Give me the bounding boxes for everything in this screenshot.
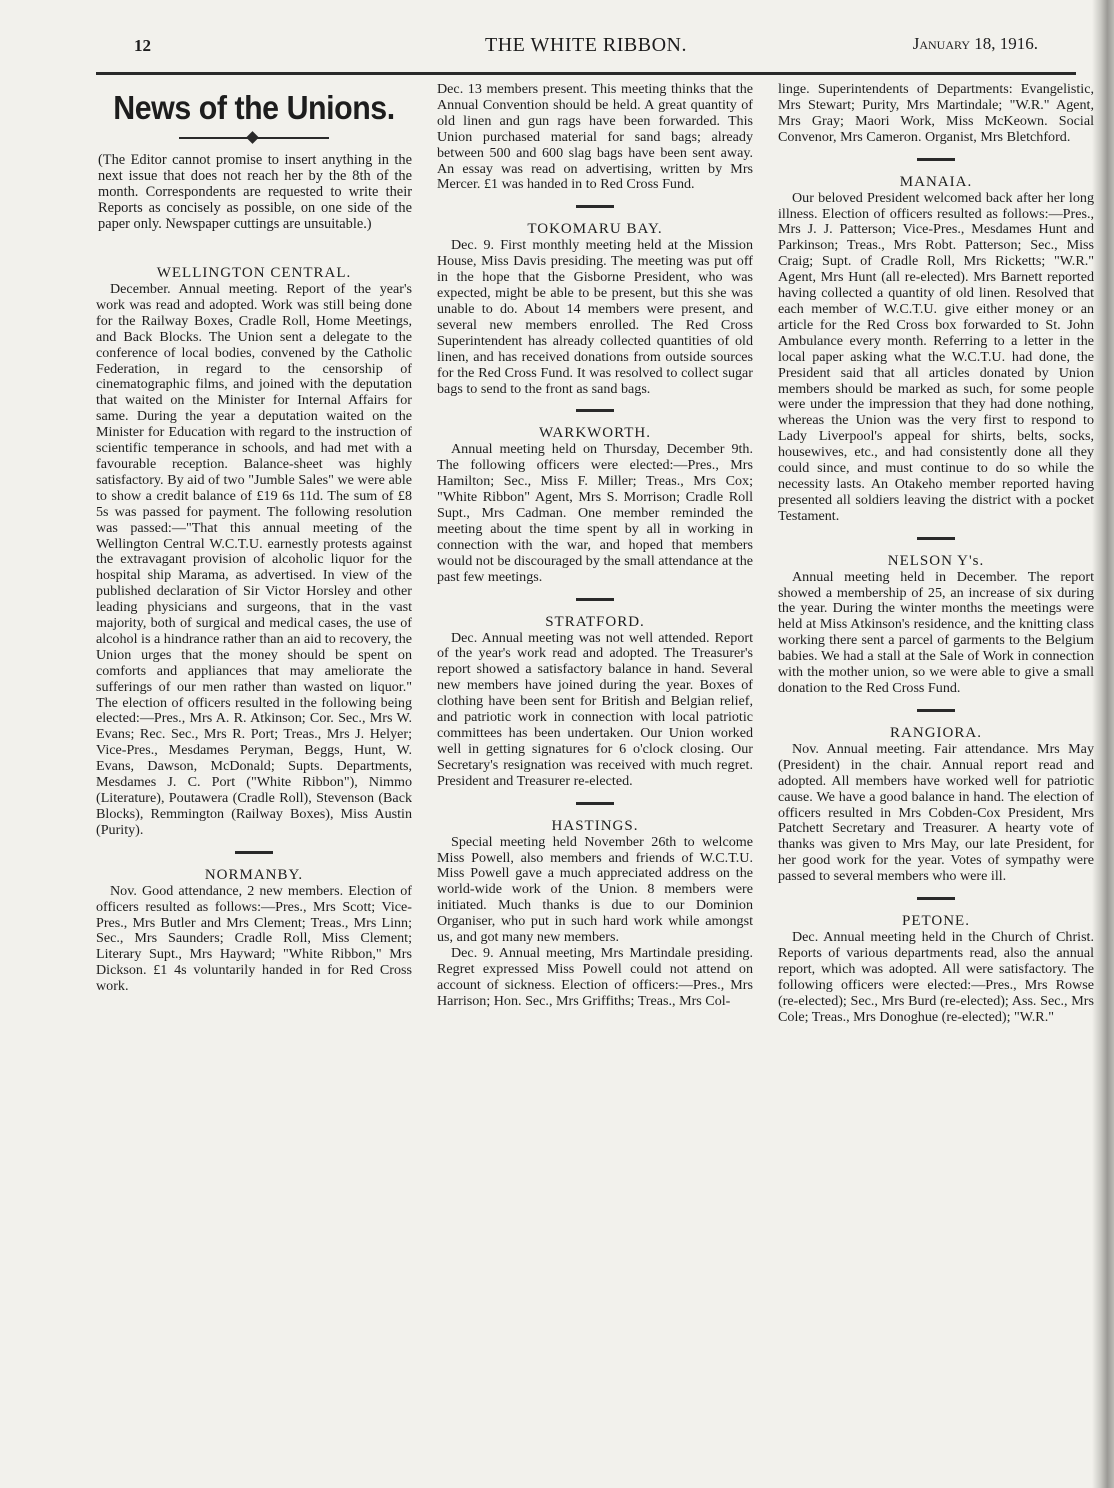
report-continuation: Dec. 13 members present. This meeting thinks that the Annual Convention should be held. A great quantity of old linen and gun rags have been forwarded. This Union purchased material for sand bags; already between 500 and 600 slag bags have been sent away. An essay was read on advertising, written by Mrs Mercer. £1 was handed in to Red Cross Fund. <box>437 82 753 193</box>
page-number: 12 <box>134 36 151 55</box>
report-body: Special meeting held November 26th to welcome Miss Powell, also members and friends of W.C.T.U. Miss Powell gave a much appreciated address on the world-wide work of the Union. 8 members were initiated. Much thanks is due to our Dominion Organiser, who put in such hard work while amongst us, and got many new members. <box>437 833 753 946</box>
report-body: Nov. Annual meeting. Fair attendance. Mrs May (President) in the chair. Annual report read and adopted. All members have worked well for patriotic cause. We have a good balance in hand. The election of officers resulted in Mrs Cobden-Cox President, Mrs Patchett Secretary and Treasurer. A hearty vote of thanks was given to Mrs May, our late President, for her good work for the year. Votes of sympathy were passed to several members who were ill. <box>778 740 1094 885</box>
report-body: Dec. 9. First monthly meeting held at the Mission House, Miss Davis presiding. The meeting was put off in the hope that the Gisborne President, who was expected, might be able to be present, but this she was unable to do. About 14 members were present, and several new members enrolled. The Red Cross Superintendent has already collected quantities of old linen, and has received donations from outside sources for the Red Cross Fund. It was resolved to collect sugar bags to send to the front as sand bags. <box>437 237 753 397</box>
section-separator <box>576 205 614 208</box>
report-heading: TOKOMARU BAY. <box>527 221 663 238</box>
report-heading: MANAIA. <box>899 173 973 190</box>
report-continuation: linge. Superintendents of Departments: Evangelistic, Mrs Stewart; Purity, Mrs Martindale; "W.R." Agent, Mrs Gray; Maori Work, Miss McKeown. Social Convenor, Mrs Cameron. Organist, Mrs Bletchford. <box>778 82 1094 145</box>
section-separator <box>576 598 614 601</box>
report-warkworth <box>437 424 753 585</box>
report-heading: NELSON Y's. <box>887 552 985 569</box>
report-heading: STRATFORD. <box>545 613 645 630</box>
report-heading: NORMANBY. <box>204 866 304 883</box>
issue-date: January 18, 1916. <box>912 34 1038 53</box>
report-body: Dec. Annual meeting was not well attended. Report of the year's work read and adopted. The Treasurer's report showed a satisfactory balance in hand. Several new members have joined during the year. Boxes of clothing have been sent for British and Belgian relief, and patriotic work in connection with local patriotic committees has been undertaken. Our Union worked well in getting signatures for 6 o'clock closing. Our Secretary's resignation was received with much regret. President and Treasurer re-elected. <box>437 629 753 789</box>
section-separator <box>917 709 955 712</box>
report-stratford <box>437 613 753 790</box>
report-heading: HASTINGS. <box>551 817 639 834</box>
title-ornament <box>179 132 329 144</box>
report-normanby <box>96 866 412 995</box>
section-separator <box>576 802 614 805</box>
report-manaia <box>778 173 1094 525</box>
report-wellington-central <box>96 264 412 839</box>
editor-note: (The Editor cannot promise to insert anything in the next issue that does not reach her by the 8th of the month. Correspondents are requested to write their Reports as concisely as possible, on one side of the paper only. Newspaper cuttings are unsuitable.) <box>98 152 412 232</box>
section-title: News of the Unions. <box>113 89 395 126</box>
section-separator <box>235 851 273 854</box>
section-separator <box>576 409 614 412</box>
report-body: Dec. Annual meeting held in the Church of Christ. Reports of various departments read, also the annual report, which was adopted. All were satisfactory. The following officers were elected:—Pres., Mrs Rowse (re-elected); Sec., Mrs Burd (re-elected); Ass. Sec., Mrs Cole; Treas., Mrs Donoghue (re-elected); "W.R." <box>778 929 1094 1025</box>
report-hastings <box>437 817 753 1010</box>
column-1 <box>96 82 412 1472</box>
report-body: December. Annual meeting. Report of the year's work was read and adopted. Work was still being done for the Railway Boxes, Cradle Roll, Home Meetings, and Back Blocks. The Union sent a delegate to the conference of local bodies, convened by the Catholic Federation, in regard to the censorship of cinematographic films, and joined with the deputation that waited on the Minister for Internal Affairs for same. During the year a deputation waited on the Minister for Education with regard to the instruction of scientific temperance in schools, and had met with a favourable reception. Balance-sheet was highly satisfactory. By aid of two "Jumble Sales" we were able to show a credit balance of £19 6s 11d. The sum of £8 5s was passed for payment. The following resolution was passed:—"That this annual meeting of the Wellington Central W.C.T.U. earnestly protests against the extravagant provision of alcoholic liquor for the hospital ship Marama, as advertised. In view of the published declaration of Sir Victor Horsley and other leading physicians and surgeons, that in the vast majority, both of surgical and medical cases, the use of alcohol is a hindrance rather than an aid to recovery, the Union urges that the money should be spent on comforts and appliances that may ameliorate the sufferings of our men rather than wasted on liquor." The election of officers resulted in the following being elected:—Pres., Mrs A. R. Atkinson; Cor. Sec., Mrs W. Evans; Rec. Sec., Mrs R. Port; Treas., Mrs J. Helyer; Vice-Pres., Mesdames Peryman, Beggs, Hunt, W. Evans, Dawson, McDonald; Supts. Departments, Mesdames J. C. Port ("White Ribbon"), Nimmo (Literature), Poutawera (Cradle Roll), Stevenson (Back Blocks), Remmington (Railway Boxes), Miss Austin (Purity). <box>96 281 412 838</box>
report-nelson-ys <box>778 552 1094 697</box>
report-heading: RANGIORA. <box>890 724 982 741</box>
report-rangiora <box>778 724 1094 885</box>
header-rule <box>96 72 1076 75</box>
report-body: Annual meeting held in December. The report showed a membership of 25, an increase of six during the year. During the winter months the meetings were held at Miss Atkinson's residence, and the knitting class working there sent a parcel of garments to the Belgium babies. We had a stall at the Sale of Work in connection with the mother union, so we were able to give a small donation to the Red Cross Fund. <box>778 568 1094 696</box>
report-heading: WARKWORTH. <box>538 425 651 442</box>
report-body: Our beloved President welcomed back after her long illness. Election of officers resulted as follows:—Pres., Mrs J. J. Patterson; Vice-Pres., Mesdames Hunt and Parkinson; Treas., Mrs Robt. Patterson; Sec., Miss Craig; Supt. of Cradle Roll, Mrs Ricketts; "W.R." Agent, Mrs Hunt (all re-elected). Mrs Barnett reported having collected a quantity of old linen. Resolved that each member of W.C.T.U. give either money or an article for the Red Cross box forwarded to St. John Ambulance every month. Referring to a letter in the local paper asking what the W.C.T.U. had done, the President said that all articles donated by Union members should be marked as such, for some people were under the impression that they had done nothing, whereas the Union was the very first to respond to Lady Liverpool's appeal for shirts, belts, socks, housewives, etc., and had consistently done all they could since, and must continue to do so while the necessity lasts. An Otakeho member reported having presented all soldiers leaving the district with a pocket Testament. <box>778 189 1094 524</box>
section-separator <box>917 537 955 540</box>
report-body: Dec. 9. Annual meeting, Mrs Martindale presiding. Regret expressed Miss Powell could not attend on account of sickness. Election of officers:—Pres., Mrs Harrison; Hon. Sec., Mrs Griffiths; Treas., Mrs Col- <box>437 944 753 1009</box>
column-3 <box>778 82 1094 1472</box>
report-heading: PETONE. <box>902 913 970 930</box>
journal-title: THE WHITE RIBBON. <box>485 34 687 56</box>
report-heading: WELLINGTON CENTRAL. <box>156 265 352 281</box>
report-petone <box>778 912 1094 1025</box>
section-separator <box>917 897 955 900</box>
page-header <box>96 30 1076 66</box>
section-separator <box>917 158 955 161</box>
page-edge <box>1092 0 1114 1488</box>
column-2 <box>437 82 753 1472</box>
report-tokomaru-bay <box>437 220 753 397</box>
report-body: Annual meeting held on Thursday, December 9th. The following officers were elected:—Pres., Mrs Hamilton; Sec., Miss F. Miller; Treas., Mrs Cox; "White Ribbon" Agent, Mrs S. Morrison; Cradle Roll Supt., Mrs Cadman. One member reminded the meeting about the time spent by all in working in connection with the war, and hoped that members would not be discouraged by the small attendance at the past few meetings. <box>437 441 753 585</box>
report-body: Nov. Good attendance, 2 new members. Election of officers resulted as follows:—Pres., Mrs Scott; Vice-Pres., Mrs Butler and Mrs Clement; Treas., Mrs Linn; Sec., Mrs Saunders; Cradle Roll, Miss Clement; Literary Supt., Mrs Hayward; "White Ribbon," Mrs Dickson. £1 4s voluntarily handed in for Red Cross work. <box>96 882 412 995</box>
